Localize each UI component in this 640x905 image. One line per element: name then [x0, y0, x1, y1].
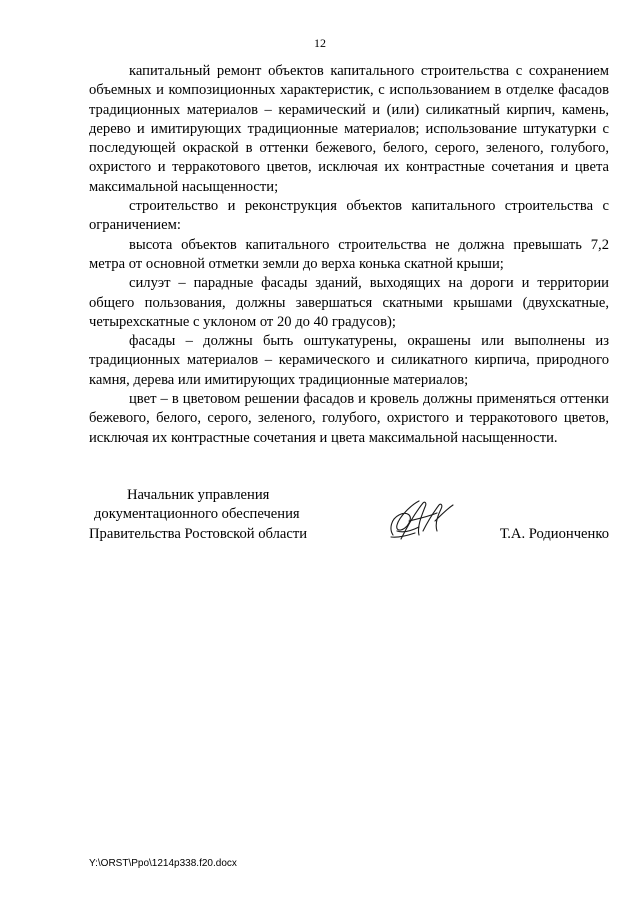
signature-block [89, 486, 609, 556]
position-line: Начальник управления [127, 487, 270, 503]
paragraph-capital-repair: капитальный ремонт объектов капитального строительства с сохранением объемных и композиционных характеристик, с использованием в отделке фасадов традиционных материалов – керамический и (или) силикатный кирпич, камень, дерево и имитирующих традиционные материалов; использование штукатурки с последующей окраской в оттенки бежевого, белого, серого, зеленого, голубого, охристого и терракотового цветов, исключая их контрастные сочетания и цвета максимальной насыщенности; [89, 63, 609, 195]
document-body [89, 62, 609, 448]
paragraph-facades: фасады – должны быть оштукатурены, окрашены или выполнены из традиционных материалов – керамического и силикатного кирпича, природного камня, дерева или имитирующих традиционные материалов; [89, 333, 609, 388]
paragraph-color: цвет – в цветовом решении фасадов и кровель должны применяться оттенки бежевого, белого, серого, зеленого, голубого, охристого и терракотового цветов, исключая их контрастные сочетания и цвета максимальной насыщенности. [89, 391, 609, 446]
signatory-name: Т.А. Родионченко [499, 525, 609, 542]
paragraph-height: высота объектов капитального строительства не должна превышать 7,2 метра от основной отметки земли до верха конька скатной крыши; [89, 236, 609, 272]
position-line: Правительства Ростовской области [89, 525, 308, 542]
page-number: 12 [314, 36, 326, 50]
footer-file-path: Y:\ORST\Ppo\1214p338.f20.docx [89, 858, 237, 869]
handwritten-signature [379, 491, 457, 547]
signatory-position [89, 486, 349, 544]
position-line: документационного обеспечения [94, 506, 300, 523]
paragraph-silhouette: силуэт – парадные фасады зданий, выходящих на дороги и территории общего пользования, должны завершаться скатными крышами (двухскатные, четырехскатные с уклоном от 20 до 40 градусов); [89, 275, 609, 330]
paragraph-construction-restriction: строительство и реконструкция объектов капитального строительства с ограничением: [89, 198, 609, 234]
